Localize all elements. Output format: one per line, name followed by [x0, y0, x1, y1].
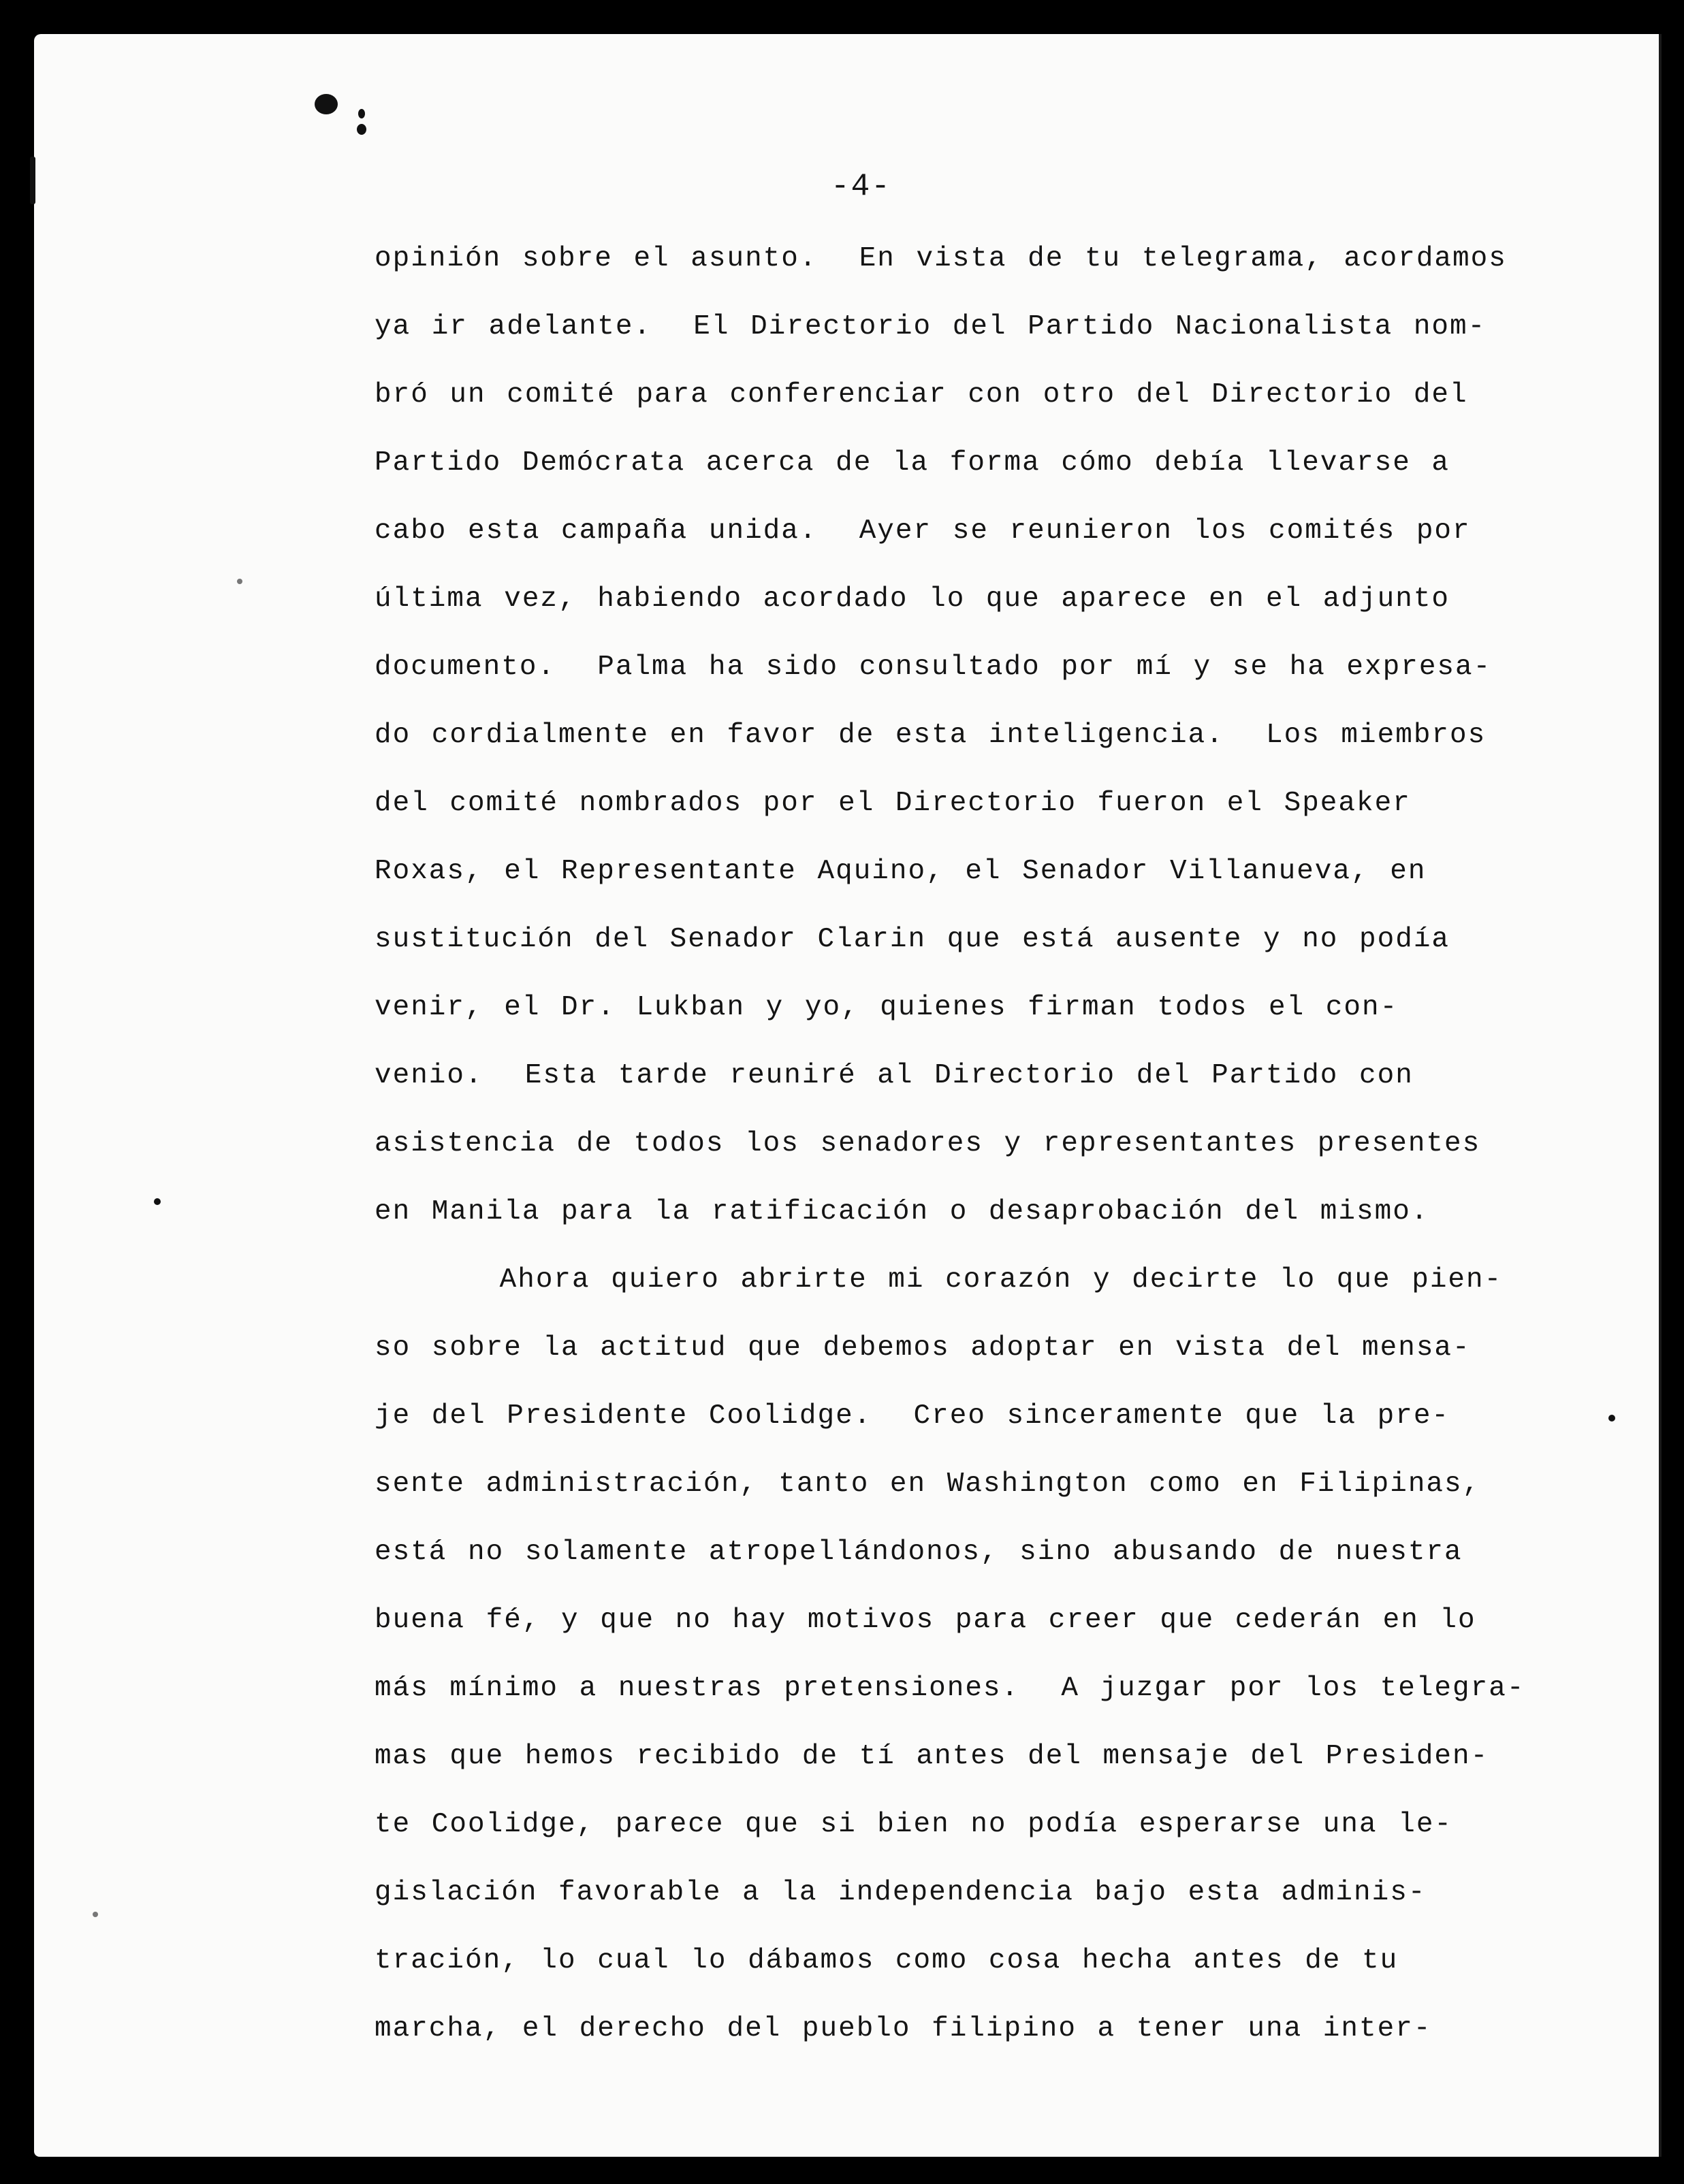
text-line: bró un comité para conferenciar con otro del Directorio del — [375, 379, 1468, 411]
ink-blot — [315, 94, 338, 114]
text-line: tración, lo cual lo dábamos como cosa hecha antes de tu — [375, 1945, 1399, 1976]
text-line: Partido Demócrata acerca de la forma cómo debía llevarse a — [375, 447, 1450, 479]
text-line: última vez, habiendo acordado lo que aparece en el adjunto — [375, 583, 1450, 615]
text-line: venio. Esta tarde reuniré al Directorio del Partido con — [375, 1060, 1414, 1091]
text-line: venir, el Dr. Lukban y yo, quienes firman todos el con- — [375, 992, 1399, 1023]
text-line: gislación favorable a la independencia bajo esta adminis- — [375, 1877, 1427, 1908]
text-line: te Coolidge, parece que si bien no podía esperarse una le- — [375, 1809, 1453, 1840]
text-line: en Manila para la ratificación o desaprobación del mismo. — [375, 1196, 1429, 1227]
text-line: ya ir adelante. El Directorio del Partido Nacionalista nom- — [375, 311, 1487, 342]
text-line: buena fé, y que no hay motivos para creer que cederán en lo — [375, 1605, 1476, 1636]
text-line: do cordialmente en favor de esta inteligencia. Los miembros — [375, 720, 1487, 751]
text-line: documento. Palma ha sido consultado por mí y se ha expresa- — [375, 652, 1492, 683]
margin-mark — [30, 157, 35, 204]
text-line: asistencia de todos los senadores y representantes presentes — [375, 1128, 1481, 1159]
ink-speck — [154, 1198, 161, 1205]
text-line: sente administración, tanto en Washington como en Filipinas, — [375, 1468, 1481, 1500]
ink-speck — [358, 109, 365, 118]
page-edge-shadow — [1659, 34, 1662, 2157]
text-line: je del Presidente Coolidge. Creo sinceramente que la pre- — [375, 1400, 1450, 1432]
document-page — [34, 34, 1662, 2157]
text-line: cabo esta campaña unida. Ayer se reunieron los comités por — [375, 515, 1471, 547]
text-line: marcha, el derecho del pueblo filipino a tener una inter- — [375, 2013, 1432, 2044]
text-line: sustitución del Senador Clarin que está ausente y no podía — [375, 924, 1450, 955]
ink-speck — [357, 124, 366, 135]
text-line: opinión sobre el asunto. En vista de tu telegrama, acordamos — [375, 243, 1507, 274]
text-line: so sobre la actitud que debemos adoptar en vista del mensa- — [375, 1332, 1471, 1364]
text-line: Roxas, el Representante Aquino, el Senador Villanueva, en — [375, 856, 1427, 887]
ink-speck — [1608, 1415, 1615, 1422]
text-line: del comité nombrados por el Directorio fueron el Speaker — [375, 788, 1411, 819]
text-line: está no solamente atropellándonos, sino abusando de nuestra — [375, 1537, 1463, 1568]
text-line: Ahora quiero abrirte mi corazón y decirte lo que pien- — [375, 1264, 1503, 1296]
text-line: mas que hemos recibido de tí antes del mensaje del Presiden- — [375, 1741, 1489, 1772]
ink-speck — [237, 579, 242, 584]
ink-speck — [93, 1912, 98, 1917]
page-number: -4- — [831, 169, 891, 204]
text-line: más mínimo a nuestras pretensiones. A juzgar por los telegra- — [375, 1673, 1525, 1704]
